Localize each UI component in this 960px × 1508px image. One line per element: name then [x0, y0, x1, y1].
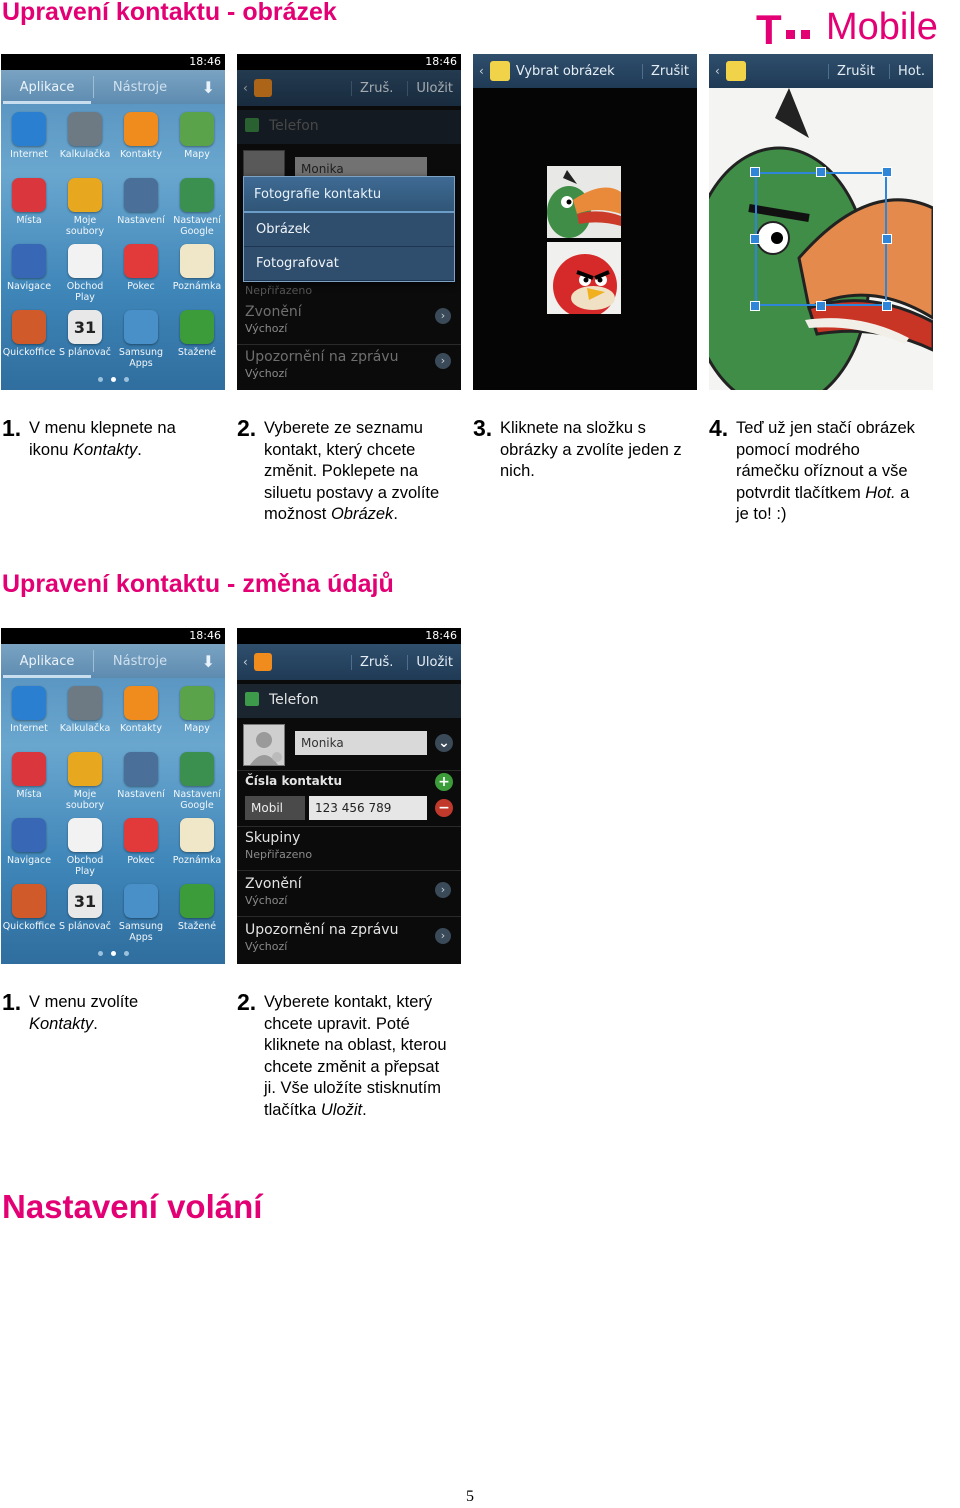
page-number: 5 [466, 1488, 474, 1505]
app-kontakty[interactable] [113, 682, 169, 748]
app-label: Nastavení [117, 789, 165, 800]
map-icon [180, 112, 214, 146]
app-label: Nastavení Google [173, 789, 221, 811]
contact-photo-popup [243, 176, 455, 282]
section-title-picture: Upravení kontaktu - obrázek [2, 0, 337, 26]
app-label: Quickoffice [2, 921, 56, 932]
note-icon [180, 818, 214, 852]
pin-icon [12, 178, 46, 212]
tab-tools[interactable]: Nástroje [112, 653, 168, 669]
pin-icon [12, 752, 46, 786]
app-label: S plánovač [58, 921, 112, 932]
app-label: Kalkulačka [59, 149, 111, 160]
t-mobile-logo [756, 8, 960, 56]
app-label: Mapy [184, 149, 210, 160]
calculator-icon [68, 112, 102, 146]
ringtone-row[interactable]: Zvonění Výchozí › [237, 874, 461, 918]
app-internet[interactable] [1, 682, 57, 748]
chevron-down-icon[interactable]: ⌄ [435, 734, 453, 752]
status-bar: 18:46 [237, 628, 461, 644]
app-label: Stažené [177, 921, 217, 932]
app-label: Kontakty [120, 149, 162, 160]
popup-item-take-photo[interactable]: Fotografovat [244, 247, 454, 281]
app-label: Internet [10, 149, 48, 160]
app-moje-soubory[interactable] [57, 748, 113, 814]
app-mapy[interactable] [169, 682, 225, 748]
app-kalkulačka[interactable] [57, 108, 113, 174]
image-thumbnail-red-bird[interactable] [547, 242, 621, 314]
page-indicator [1, 951, 225, 956]
calculator-icon [68, 686, 102, 720]
app-label: Kalkulačka [59, 723, 111, 734]
app-stažené[interactable] [169, 880, 225, 946]
google-settings-icon [180, 178, 214, 212]
name-field[interactable]: Monika [295, 157, 427, 181]
done-button[interactable]: Hot. [889, 64, 925, 79]
samsung-apps-icon [124, 884, 158, 918]
image-thumbnail-green-bird[interactable] [547, 166, 621, 238]
app-pokec[interactable] [113, 240, 169, 306]
app-stažené[interactable] [169, 306, 225, 372]
download-icon [180, 884, 214, 918]
app-label: Internet [10, 723, 48, 734]
app-label: Nastavení [117, 215, 165, 226]
navigation-icon [12, 818, 46, 852]
save-button[interactable]: Uložit [407, 81, 453, 96]
home-tabs [1, 70, 225, 104]
app-kalkulačka[interactable] [57, 682, 113, 748]
app-label: Stažené [177, 347, 217, 358]
phone-number-field[interactable]: 123 456 789 [309, 796, 427, 820]
play-store-icon [68, 244, 102, 278]
app-grid [1, 108, 225, 372]
folder-icon [68, 178, 102, 212]
cancel-button[interactable]: Zruš. [351, 81, 393, 96]
app-navigace[interactable] [1, 240, 57, 306]
app-internet[interactable] [1, 108, 57, 174]
back-icon[interactable]: ‹ [715, 64, 720, 78]
telefon-row: Telefon [237, 684, 461, 718]
message-alert-row[interactable]: Upozornění na zprávu Výchozí › [237, 920, 461, 964]
chevron-right-icon: › [435, 353, 451, 369]
page-indicator [1, 377, 225, 382]
tab-apps[interactable]: Aplikace [19, 79, 75, 95]
screenshot-home-2 [1, 628, 225, 964]
folder-icon [68, 752, 102, 786]
app-label: Poznámka [172, 281, 222, 292]
crop-handle[interactable] [882, 167, 892, 177]
crop-image [709, 88, 933, 390]
app-label: Moje soubory [65, 215, 105, 237]
ringtone-row[interactable]: Zvonění Výchozí › [237, 300, 461, 344]
app-nastavení-google[interactable] [169, 174, 225, 240]
back-icon[interactable]: ‹ [479, 64, 484, 78]
app-label: Obchod Play [66, 855, 104, 877]
section-title-call-settings: Nastavení volání [2, 1188, 263, 1225]
app-label: Pokec [127, 281, 155, 292]
app-label: Moje soubory [65, 789, 105, 811]
crop-handle[interactable] [816, 167, 826, 177]
screenshot-crop [709, 54, 933, 390]
app-label: Mapy [184, 723, 210, 734]
app-label: Quickoffice [2, 347, 56, 358]
crop-handle[interactable] [750, 234, 760, 244]
logo-dots [786, 30, 810, 39]
app-pokec[interactable] [113, 814, 169, 880]
app-samsung-apps[interactable] [113, 880, 169, 946]
app-label: Pokec [127, 855, 155, 866]
app-poznámka[interactable] [169, 240, 225, 306]
cancel-button[interactable]: Zrušit [642, 64, 689, 79]
app-s-plánovač[interactable] [57, 880, 113, 946]
screenshot-home-1 [1, 54, 225, 390]
app-nastavení[interactable] [113, 174, 169, 240]
phone-icon [245, 118, 259, 132]
calendar-icon: 31 [68, 310, 102, 344]
gear-icon [124, 178, 158, 212]
app-nastavení[interactable] [113, 748, 169, 814]
app-quickoffice[interactable] [1, 880, 57, 946]
screenshot-gallery [473, 54, 697, 390]
phone-icon [245, 692, 259, 706]
app-místa[interactable] [1, 174, 57, 240]
remove-icon[interactable]: − [435, 799, 453, 817]
app-quickoffice[interactable] [1, 306, 57, 372]
action-bar [237, 644, 461, 680]
app-label: Poznámka [172, 855, 222, 866]
globe-icon [12, 112, 46, 146]
app-obchod-play[interactable] [57, 814, 113, 880]
chevron-right-icon: › [435, 928, 451, 944]
section-title-details: Upravení kontaktu - změna údajů [2, 570, 394, 598]
app-samsung-apps[interactable] [113, 306, 169, 372]
cancel-button[interactable]: Zrušit [828, 64, 875, 79]
crop-action-bar [709, 54, 933, 88]
action-bar [237, 70, 461, 106]
contact-app-icon [254, 653, 272, 671]
app-kontakty[interactable] [113, 108, 169, 174]
save-button[interactable]: Uložit [407, 655, 453, 670]
app-label: Samsung Apps [118, 347, 164, 369]
crop-handle[interactable] [882, 234, 892, 244]
note-icon [180, 244, 214, 278]
download-icon[interactable]: ⬇ [201, 651, 215, 671]
app-poznámka[interactable] [169, 814, 225, 880]
status-bar: 18:46 [1, 628, 225, 644]
telefon-row: Telefon [237, 110, 461, 144]
gallery-app-icon [490, 61, 510, 81]
status-bar: 18:46 [1, 54, 225, 70]
app-obchod-play[interactable] [57, 240, 113, 306]
app-moje-soubory[interactable] [57, 174, 113, 240]
logo-letter: T [756, 6, 782, 53]
number-type-select[interactable]: Mobil [245, 796, 305, 820]
crop-frame[interactable] [755, 172, 887, 306]
logo-brand: Mobile [826, 6, 938, 48]
crop-handle[interactable] [816, 301, 826, 311]
chevron-right-icon: › [435, 308, 451, 324]
groups-sub-dim: Nepřiřazeno [245, 284, 313, 297]
screenshot-contact-edit [237, 628, 461, 964]
google-settings-icon [180, 752, 214, 786]
app-label: Kontakty [120, 723, 162, 734]
screenshot-contact-popup [237, 54, 461, 390]
contact-icon [124, 686, 158, 720]
home-tabs [1, 644, 225, 678]
app-nastavení-google[interactable] [169, 748, 225, 814]
crop-handle[interactable] [750, 167, 760, 177]
office-icon [12, 310, 46, 344]
numbers-header: Čísla kontaktu [245, 774, 342, 788]
cancel-button[interactable]: Zruš. [351, 655, 393, 670]
message-alert-row[interactable]: Upozornění na zprávu Výchozí › [237, 345, 461, 389]
chat-icon [124, 818, 158, 852]
download-icon[interactable]: ⬇ [201, 77, 215, 97]
download-icon [180, 310, 214, 344]
office-icon [12, 884, 46, 918]
status-bar: 18:46 [237, 54, 461, 70]
app-s-plánovač[interactable] [57, 306, 113, 372]
app-navigace[interactable] [1, 814, 57, 880]
name-field[interactable]: Monika [295, 731, 427, 755]
tab-apps[interactable]: Aplikace [19, 653, 75, 669]
app-label: Nastavení Google [173, 215, 221, 237]
calendar-icon: 31 [68, 884, 102, 918]
app-label: Samsung Apps [118, 921, 164, 943]
app-label: Místa [16, 215, 42, 226]
globe-icon [12, 686, 46, 720]
play-store-icon [68, 818, 102, 852]
crop-handle[interactable] [882, 301, 892, 311]
tab-tools[interactable]: Nástroje [112, 79, 168, 95]
app-mapy[interactable] [169, 108, 225, 174]
gallery-app-icon [726, 61, 746, 81]
crop-handle[interactable] [750, 301, 760, 311]
navigation-icon [12, 244, 46, 278]
app-label: Navigace [6, 281, 52, 292]
chat-icon [124, 244, 158, 278]
map-icon [180, 686, 214, 720]
popup-title: Fotografie kontaktu [244, 177, 454, 213]
add-icon[interactable]: + [435, 773, 453, 791]
back-icon[interactable]: ‹ [243, 81, 248, 95]
groups-row[interactable]: Skupiny Nepřiřazeno [245, 830, 313, 861]
gallery-action-bar [473, 54, 697, 88]
app-místa[interactable] [1, 748, 57, 814]
app-label: Obchod Play [66, 281, 104, 303]
samsung-apps-icon [124, 310, 158, 344]
back-icon[interactable]: ‹ [243, 655, 248, 669]
contact-icon [124, 112, 158, 146]
gallery-title: Vybrat obrázek [515, 63, 615, 79]
contact-app-icon [254, 79, 272, 97]
popup-item-picture[interactable]: Obrázek [244, 213, 454, 247]
app-label: S plánovač [58, 347, 112, 358]
app-label: Navigace [6, 855, 52, 866]
avatar[interactable] [243, 724, 285, 766]
gear-icon [124, 752, 158, 786]
app-grid [1, 682, 225, 946]
app-label: Místa [16, 789, 42, 800]
chevron-right-icon: › [435, 882, 451, 898]
